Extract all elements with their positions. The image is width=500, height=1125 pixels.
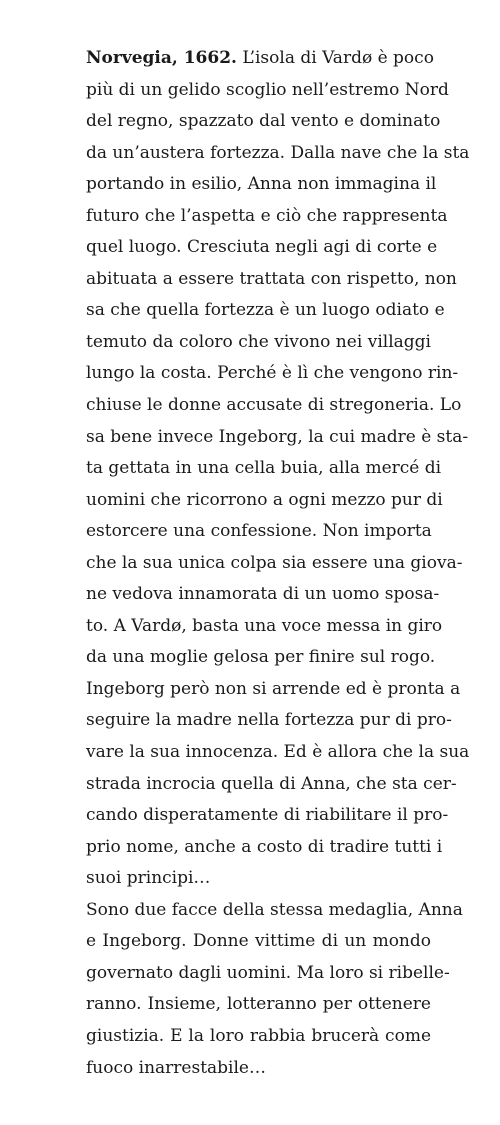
blurb-line: portando in esilio, Anna non immagina il — [86, 174, 437, 195]
blurb-line — [86, 43, 434, 75]
blurb-line: to. A Vardø, basta una voce messa in giro — [86, 615, 443, 636]
blurb-line: giustizia. E la loro rabbia brucerà come — [86, 1025, 431, 1046]
blurb-line: strada incrocia quella di Anna, che sta cer- — [86, 773, 457, 794]
blurb-line: seguire la madre nella fortezza pur di pro- — [86, 710, 452, 731]
blurb-paragraph-1 — [86, 43, 470, 895]
blurb-line: da un’austera fortezza. Dalla nave che la sta — [86, 142, 470, 163]
blurb-line: vare la sua innocenza. Ed è allora che la sua — [86, 742, 470, 763]
blurb-line: più di un gelido scoglio nell’estremo Nord — [86, 79, 449, 100]
blurb-line: cando disperatamente di riabilitare il pro- — [86, 805, 449, 826]
blurb-line: governato dagli uomini. Ma loro si ribelle- — [86, 962, 450, 983]
blurb-line-text: L’isola di Vardø è poco — [242, 48, 434, 68]
blurb-line: abituata a essere trattata con rispetto, non — [86, 268, 457, 289]
blurb-heading: Norvegia, 1662. — [86, 48, 237, 68]
blurb-line: sa che quella fortezza è un luogo odiato e — [86, 300, 445, 321]
blurb-line: da una moglie gelosa per finire sul rogo. — [86, 647, 436, 668]
blurb-line: estorcere una confessione. Non importa — [86, 521, 432, 542]
blurb-line: suoi principi… — [86, 868, 211, 889]
blurb-line: che la sua unica colpa sia essere una giova- — [86, 552, 463, 573]
blurb-line: Ingeborg però non si arrende ed è pronta a — [86, 678, 461, 699]
back-cover-blurb — [86, 43, 470, 1084]
blurb-line: Sono due facce della stessa medaglia, Anna — [86, 899, 463, 920]
blurb-line: futuro che l’aspetta e ciò che rappresenta — [86, 205, 448, 226]
blurb-line: prio nome, anche a costo di tradire tutti i — [86, 836, 443, 857]
blurb-line: e Ingeborg. Donne vittime di un mondo — [86, 931, 431, 952]
blurb-line: lungo la costa. Perché è lì che vengono rin- — [86, 363, 459, 384]
blurb-line: temuto da coloro che vivono nei villaggi — [86, 331, 431, 352]
blurb-line: uomini che ricorrono a ogni mezzo pur di — [86, 489, 443, 510]
blurb-line: fuoco inarrestabile… — [86, 1057, 266, 1078]
blurb-line: quel luogo. Cresciuta negli agi di corte e — [86, 237, 438, 258]
blurb-line: sa bene invece Ingeborg, la cui madre è sta- — [86, 426, 469, 447]
blurb-line: ta gettata in una cella buia, alla mercé di — [86, 458, 442, 479]
blurb-paragraph-2 — [86, 895, 463, 1084]
blurb-line: ne vedova innamorata di un uomo sposa- — [86, 584, 440, 605]
blurb-line: ranno. Insieme, lotteranno per ottenere — [86, 994, 431, 1015]
blurb-line: del regno, spazzato dal vento e dominato — [86, 111, 441, 132]
blurb-line: chiuse le donne accusate di stregoneria. Lo — [86, 395, 462, 416]
